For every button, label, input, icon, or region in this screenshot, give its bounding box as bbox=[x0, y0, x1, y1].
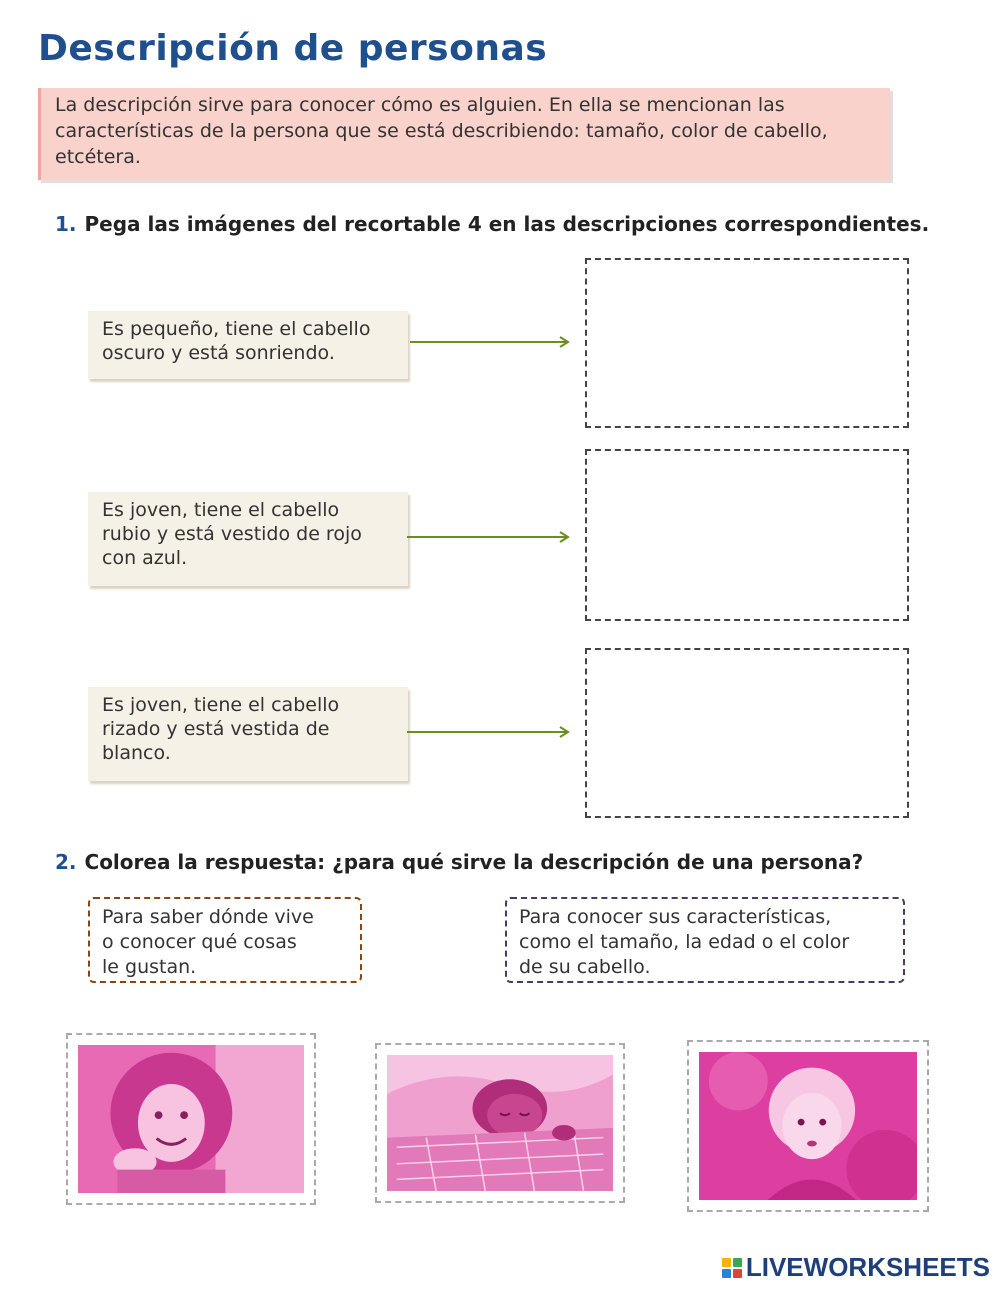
question-1-number: 1. bbox=[55, 212, 77, 236]
liveworksheets-logo bbox=[722, 1252, 990, 1283]
arrow-icon bbox=[407, 725, 572, 739]
curly-haired-girl-photo bbox=[78, 1045, 304, 1193]
page-title: Descripción de personas bbox=[38, 28, 548, 69]
description-2-line-2: rubio y está vestido de rojo bbox=[102, 523, 362, 545]
description-1-line-1: Es pequeño, tiene el cabello bbox=[102, 318, 371, 340]
blond-toddler-photo bbox=[699, 1052, 917, 1200]
option-1-line-3: le gustan. bbox=[102, 956, 197, 978]
paste-box-1[interactable] bbox=[585, 258, 909, 428]
paste-box-2[interactable] bbox=[585, 449, 909, 621]
liveworksheets-logo-icon bbox=[722, 1258, 742, 1278]
question-2-number: 2. bbox=[55, 850, 77, 874]
description-card-3 bbox=[88, 687, 408, 781]
question-1-text: Pega las imágenes del recortable 4 en las descripciones correspondientes. bbox=[84, 212, 930, 236]
option-2-line-3: de su cabello. bbox=[519, 956, 651, 978]
photo-card-1[interactable] bbox=[66, 1033, 316, 1205]
description-2-line-1: Es joven, tiene el cabello bbox=[102, 499, 340, 521]
description-card-2 bbox=[88, 492, 408, 586]
description-3-line-1: Es joven, tiene el cabello bbox=[102, 694, 340, 716]
answer-option-1[interactable] bbox=[88, 897, 362, 983]
arrow-icon bbox=[407, 530, 572, 544]
option-2-line-1: Para conocer sus características, bbox=[519, 906, 832, 928]
intro-box: La descripción sirve para conocer cómo es alguien. En ella se mencionan las características de la persona que se está describiendo: tamaño, color de cabello, etcétera. bbox=[38, 88, 890, 180]
arrow-icon bbox=[410, 335, 572, 349]
description-3-line-3: blanco. bbox=[102, 742, 171, 764]
liveworksheets-logo-text: LIVEWORKSHEETS bbox=[745, 1252, 990, 1282]
sleeping-baby-photo bbox=[387, 1055, 613, 1191]
photo-card-2[interactable] bbox=[375, 1043, 625, 1203]
answer-option-2[interactable] bbox=[505, 897, 905, 983]
option-1-line-1: Para saber dónde vive bbox=[102, 906, 314, 928]
option-2-line-2: como el tamaño, la edad o el color bbox=[519, 931, 850, 953]
paste-box-3[interactable] bbox=[585, 648, 909, 818]
description-2-line-3: con azul. bbox=[102, 547, 188, 569]
question-2 bbox=[55, 850, 863, 874]
option-1-line-2: o conocer qué cosas bbox=[102, 931, 297, 953]
question-2-text: Colorea la respuesta: ¿para qué sirve la descripción de una persona? bbox=[84, 850, 864, 874]
description-card-1 bbox=[88, 311, 408, 379]
description-1-line-2: oscuro y está sonriendo. bbox=[102, 342, 335, 364]
photo-card-3[interactable] bbox=[687, 1040, 929, 1212]
question-1 bbox=[55, 212, 929, 236]
description-3-line-2: rizado y está vestida de bbox=[102, 718, 330, 740]
